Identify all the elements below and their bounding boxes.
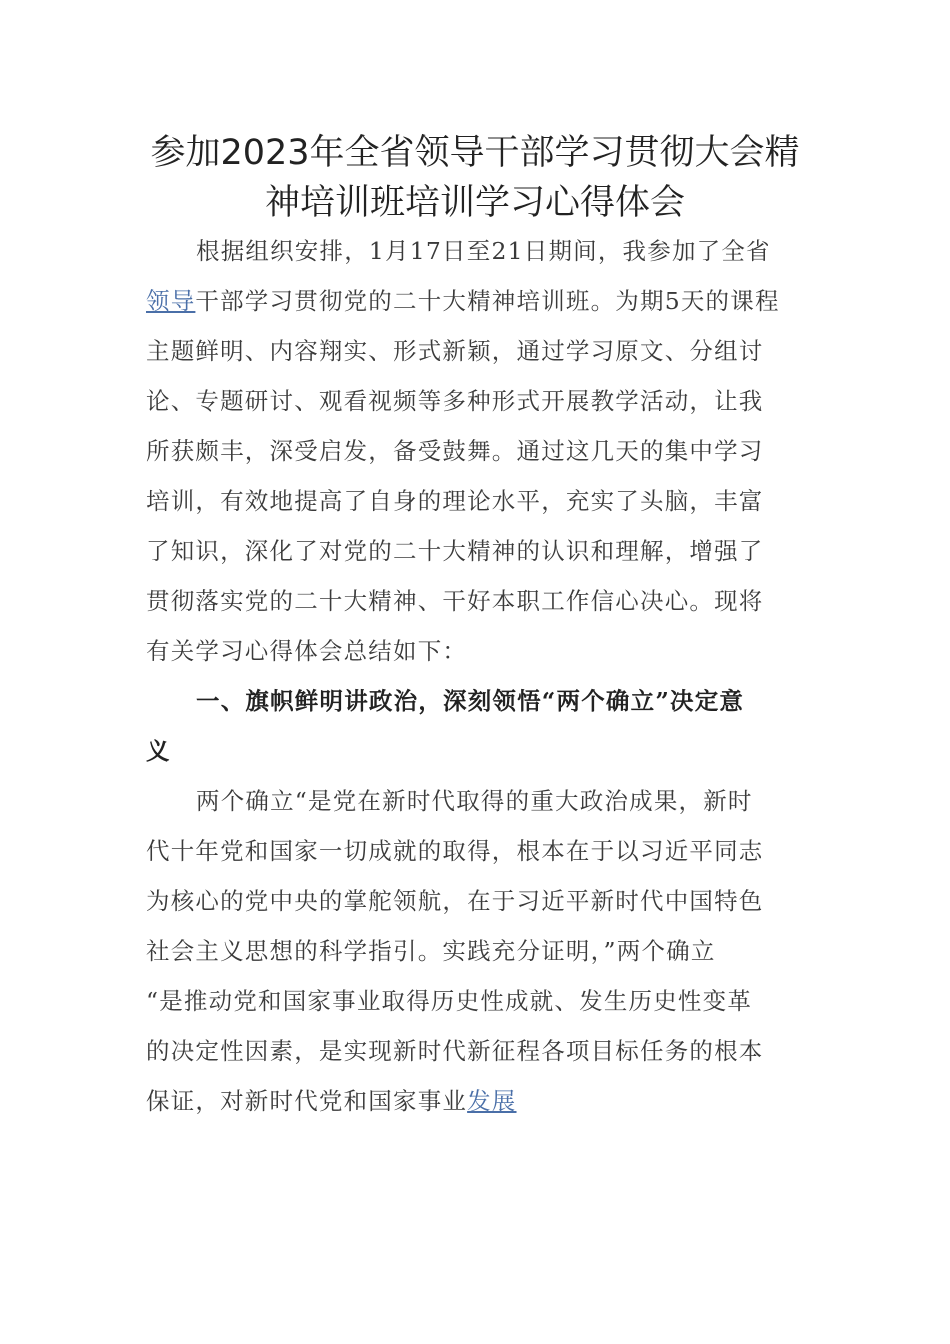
document-title xyxy=(120,128,830,228)
title-line-2: 神培训班培训学习心得体会 xyxy=(264,183,685,223)
para1-line-5: 所获颇丰，深受启发，备受鼓舞。通过这几天的集中学习 xyxy=(146,437,764,465)
para2-line-7-text: 保证，对新时代党和国家事业 xyxy=(146,1087,468,1115)
para2-line-6: 的决定性因素，是实现新时代新征程各项目标任务的根本 xyxy=(146,1037,764,1065)
para1-line-4: 论、专题研讨、观看视频等多种形式开展教学活动，让我 xyxy=(146,387,764,415)
link-lingdao[interactable]: 领导 xyxy=(146,287,196,315)
title-line-1: 参加2023年全省领导干部学习贯彻大会精 xyxy=(150,133,800,173)
link-fazhan[interactable]: 发展 xyxy=(467,1087,517,1115)
para1-line-6: 培训，有效地提高了自身的理论水平，充实了头脑，丰富 xyxy=(146,487,764,515)
para1-line-2 xyxy=(146,284,780,318)
para1-line-3: 主题鲜明、内容翔实、形式新颖，通过学习原文、分组讨 xyxy=(146,337,764,365)
para1-line-1: 根据组织安排，1月17日至21日期间，我参加了全省 xyxy=(196,237,771,265)
section-heading-1-line-1: 一、旗帜鲜明讲政治，深刻领悟“两个确立”决定意 xyxy=(196,687,745,715)
para2-line-7 xyxy=(146,1084,517,1118)
para2-line-1: 两个确立“是党在新时代取得的重大政治成果，新时 xyxy=(196,787,753,815)
section-heading-1-line-2: 义 xyxy=(146,737,171,765)
para2-line-4: 社会主义思想的科学指引。实践充分证明，”两个确立 xyxy=(146,937,716,965)
para1-line-2-text: 干部学习贯彻党的二十大精神培训班。为期5天的课程 xyxy=(195,287,780,315)
para2-line-5: “是推动党和国家事业取得历史性成就、发生历史性变革 xyxy=(146,987,753,1015)
para1-line-9: 有关学习心得体会总结如下： xyxy=(146,637,468,665)
para2-line-2: 代十年党和国家一切成就的取得，根本在于以习近平同志 xyxy=(146,837,764,865)
para2-line-3: 为核心的党中央的掌舵领航，在于习近平新时代中国特色 xyxy=(146,887,764,915)
para1-line-7: 了知识，深化了对党的二十大精神的认识和理解，增强了 xyxy=(146,537,764,565)
para1-line-8: 贯彻落实党的二十大精神、干好本职工作信心决心。现将 xyxy=(146,587,764,615)
